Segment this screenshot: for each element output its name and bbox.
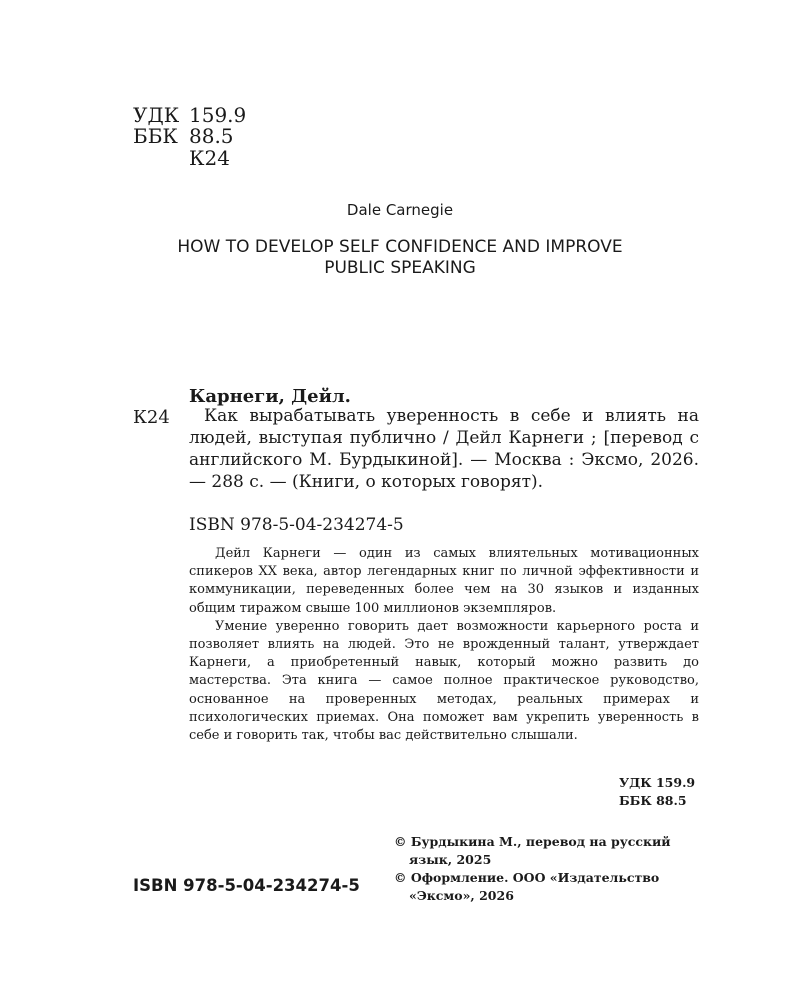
original-title-line1: HOW TO DEVELOP SELF CONFIDENCE AND IMPROVE — [177, 237, 623, 257]
udk-right: УДК 159.9 — [619, 775, 696, 790]
copyright-block — [394, 833, 704, 905]
udk-value: 159.9 — [189, 103, 247, 127]
original-title-line2: PUBLIC SPEAKING — [324, 258, 476, 278]
classification-right — [619, 774, 695, 810]
annotation — [189, 545, 699, 745]
udk-label: УДК — [133, 103, 180, 127]
record-author-mark: К24 — [133, 407, 170, 428]
bbk-right: ББК 88.5 — [619, 793, 687, 808]
copyright-line-1: © Бурдыкина М., перевод на русский язык, 2025 — [394, 834, 671, 867]
isbn-bottom: ISBN 978-5-04-234274-5 — [133, 876, 360, 895]
original-title — [100, 237, 700, 279]
annotation-paragraph-1: Дейл Карнеги — один из самых влиятельных мотивационных спикеров XX века, автор легендарных книг по личной эффективности и коммуникации, переведенных более чем на 30 языков и изданных общим тиражом свыше 100 миллионов экземпляров. — [189, 546, 699, 616]
bbk-label: ББК — [133, 124, 178, 148]
original-author: Dale Carnegie — [346, 201, 454, 219]
record-isbn: ISBN 978-5-04-234274-5 — [189, 515, 404, 535]
bbk-value: 88.5 — [189, 124, 234, 148]
copyright-line-2: © Оформление. ООО «Издательство «Эксмо», 2026 — [394, 870, 660, 903]
author-mark: К24 — [189, 146, 230, 170]
annotation-paragraph-2: Умение уверенно говорить дает возможности карьерного роста и позволяет влиять на людей. Это не врожденный талант, утверждает Карнеги, а приобретенный навык, который можно развить до мастерства. Эта книга — самое полное практическое руководство, основанное на проверенных методах, реальных примерах и психологических приемах. Она поможет вам укрепить уверенность в себе и говорить так, чтобы вас действительно слышали. — [189, 618, 699, 744]
record-heading: Карнеги, Дейл. — [189, 386, 351, 407]
record-description: Как вырабатывать уверенность в себе и влиять на людей, выступая публично / Дейл Карнеги ; [перевод с английского М. Бурдыкиной]. — Москва : Эксмо, 2026. — 288 с. — (Книги, о которых говорят). — [189, 406, 699, 492]
